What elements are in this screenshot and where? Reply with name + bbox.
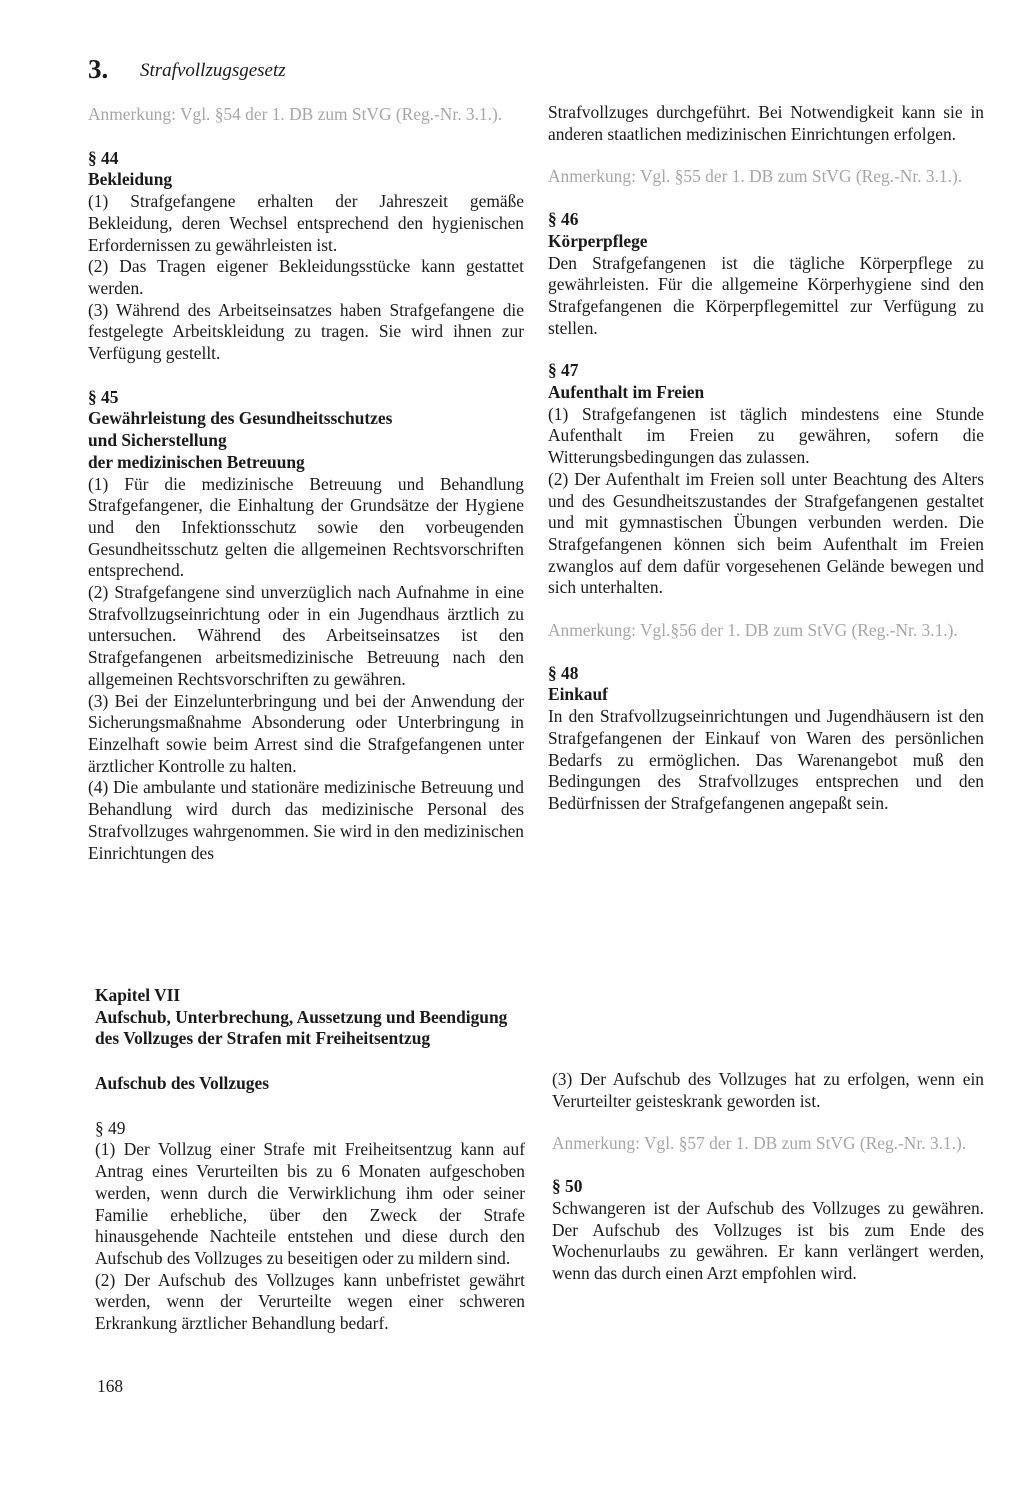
- section-46-number: § 46: [548, 209, 579, 230]
- section-49-number: § 49: [95, 1117, 126, 1138]
- section-50-text: Schwangeren ist der Aufschub des Vollzuges zu gewähren. Der Aufschub des Vollzuges ist bis zum Ende des Wochenurlaubs zu gewähren. Er kann verlängert werden, wenn das durch einen Arzt empfohlen wird.: [552, 1197, 984, 1283]
- section-44-para-3: (3) Während des Arbeitseinsatzes haben Strafgefangene die festgelegte Arbeitskleidung zu tragen. Sie wird ihnen zur Verfügung gestellt.: [88, 299, 524, 364]
- section-45-para-4: (4) Die ambulante und stationäre medizinische Betreuung und Behandlung wird durch das medizinische Personal des Strafvollzuges wahrgenommen. Sie wird in den medizinischen Einrichtungen des: [88, 777, 524, 863]
- section-48-number: § 48: [548, 662, 579, 683]
- section-45-para-2: (2) Strafgefangene sind unverzüglich nach Aufnahme in eine Strafvollzugseinrichtung oder in ein Jugendhaus ärztlich zu untersuchen. Während des Arbeitseinsatzes ist den Strafgefangenen arbeitsmedizinische Betreuung nach den allgemeinen Rechtsvorschriften zu gewähren.: [88, 582, 524, 689]
- note-57: Anmerkung: Vgl. §57 der 1. DB zum StVG (Reg.-Nr. 3.1.).: [552, 1133, 967, 1154]
- section-49-para-2: (2) Der Aufschub des Vollzuges kann unbefristet gewährt werden, wenn der Verurteilte wegen einer schweren Erkrankung ärztlicher Behandlung bedarf.: [95, 1269, 525, 1334]
- note-54: Anmerkung: Vgl. §54 der 1. DB zum StVG (Reg.-Nr. 3.1.).: [88, 104, 503, 124]
- chapter-number: 3.: [88, 54, 109, 84]
- page-number: 168: [97, 1376, 124, 1396]
- chapter-vii-title-line-2: des Vollzuges der Strafen mit Freiheitsentzug: [95, 1028, 431, 1049]
- left-column: [88, 104, 524, 864]
- section-45-para-1: (1) Für die medizinische Betreuung und Behandlung Strafgefangener, die Einhaltung der Grundsätze der Hygiene und den Infektionsschutz sowie den vorbeugenden Gesundheitsschutz gelten die allgemeinen Rechtsvorschriften entsprechend.: [88, 473, 524, 581]
- section-45-title-line-2: und Sicherstellung: [88, 430, 227, 451]
- chapter-vii-title-line-1: Aufschub, Unterbrechung, Aussetzung und Beendigung: [95, 1006, 508, 1027]
- section-45-para-3: (3) Bei der Einzelunterbringung und bei der Anwendung der Sicherungsmaßnahme Absonderung oder Unterbringung in Einzelhaft sowie beim Arrest sind die Strafgefangenen unter ärztlicher Kontrolle zu halten.: [88, 690, 524, 776]
- running-title: Strafvollzugsgesetz: [140, 60, 286, 81]
- lower-left-column: [95, 1073, 525, 1335]
- section-50-number: § 50: [552, 1176, 583, 1197]
- section-48-title: Einkauf: [548, 684, 608, 705]
- section-47-number: § 47: [548, 360, 579, 381]
- section-44-number: § 44: [88, 147, 119, 168]
- section-44-title: Bekleidung: [88, 169, 173, 190]
- section-47-para-2: (2) Der Aufenthalt im Freien soll unter Beachtung des Alters und des Gesundheitszustandes der Strafgefangenen gestaltet und mit gymnastischen Übungen verbunden werden. Die Strafgefangenen können sich beim Aufenthalt im Freien zwanglos auf dem dafür vorgesehenen Gelände bewegen und sich unterhalten.: [548, 468, 984, 598]
- section-47-title: Aufenthalt im Freien: [548, 382, 705, 403]
- chapter-vii-label: Kapitel VII: [95, 985, 181, 1005]
- section-49-para-1: (1) Der Vollzug einer Strafe mit Freiheitsentzug kann auf Antrag eines Verurteilten bis zu 6 Monaten aufgeschoben werden, wenn durch die Verwirklichung ihm oder seiner Familie erhebliche, über den Zweck der Strafe hinausgehende Nachteile entstehen und diese durch den Aufschub des Vollzuges zu beseitigen oder zu mildern sind.: [95, 1139, 525, 1268]
- note-56: Anmerkung: Vgl.§56 der 1. DB zum StVG (Reg.-Nr. 3.1.).: [548, 620, 958, 641]
- section-46-title: Körperpflege: [548, 230, 648, 251]
- section-44-para-1: (1) Strafgefangene erhalten der Jahreszeit gemäße Bekleidung, deren Wechsel entsprechend den hygienischen Erfordernissen zu gewährleisten ist.: [88, 191, 524, 255]
- chapter-vii-heading: [95, 985, 695, 1050]
- section-45-title-line-3: der medizinischen Betreuung: [88, 451, 305, 472]
- lower-right-column: [552, 1069, 984, 1285]
- section-48-text: In den Strafvollzugseinrichtungen und Jugendhäusern ist den Strafgefangenen der Einkauf von Waren des persönlichen Bedarfs zu ermöglichen. Das Warenangebot muß den Bedingungen des Strafvollzuges entsprechen und den Bedürfnissen der Strafgefangenen angepaßt sein.: [548, 706, 984, 813]
- section-45-title-line-1: Gewährleistung des Gesundheitsschutzes: [88, 408, 393, 429]
- right-column: [548, 102, 984, 815]
- section-47-para-1: (1) Strafgefangenen ist täglich mindestens eine Stunde Aufenthalt im Freien zu gewähren, sofern die Witterungsbedingungen das zulassen.: [548, 403, 984, 468]
- section-45-continuation: Strafvollzuges durchgeführt. Bei Notwendigkeit kann sie in anderen staatlichen medizinischen Einrichtungen erfolgen.: [548, 102, 984, 144]
- note-55: Anmerkung: Vgl. §55 der 1. DB zum StVG (Reg.-Nr. 3.1.).: [548, 166, 963, 187]
- section-44-para-2: (2) Das Tragen eigener Bekleidungsstücke kann gestattet werden.: [88, 256, 524, 298]
- section-46-text: Den Strafgefangenen ist die tägliche Körperpflege zu gewährleisten. Für die allgemeine Körperhygiene sind den Strafgefangenen die Körperpflegemittel zur Verfügung zu stellen.: [548, 252, 984, 338]
- section-45-number: § 45: [88, 386, 119, 407]
- section-49-para-3: (3) Der Aufschub des Vollzuges hat zu erfolgen, wenn ein Verurteilter geisteskrank geworden ist.: [552, 1069, 984, 1111]
- section-title-aufschub: Aufschub des Vollzuges: [95, 1073, 269, 1093]
